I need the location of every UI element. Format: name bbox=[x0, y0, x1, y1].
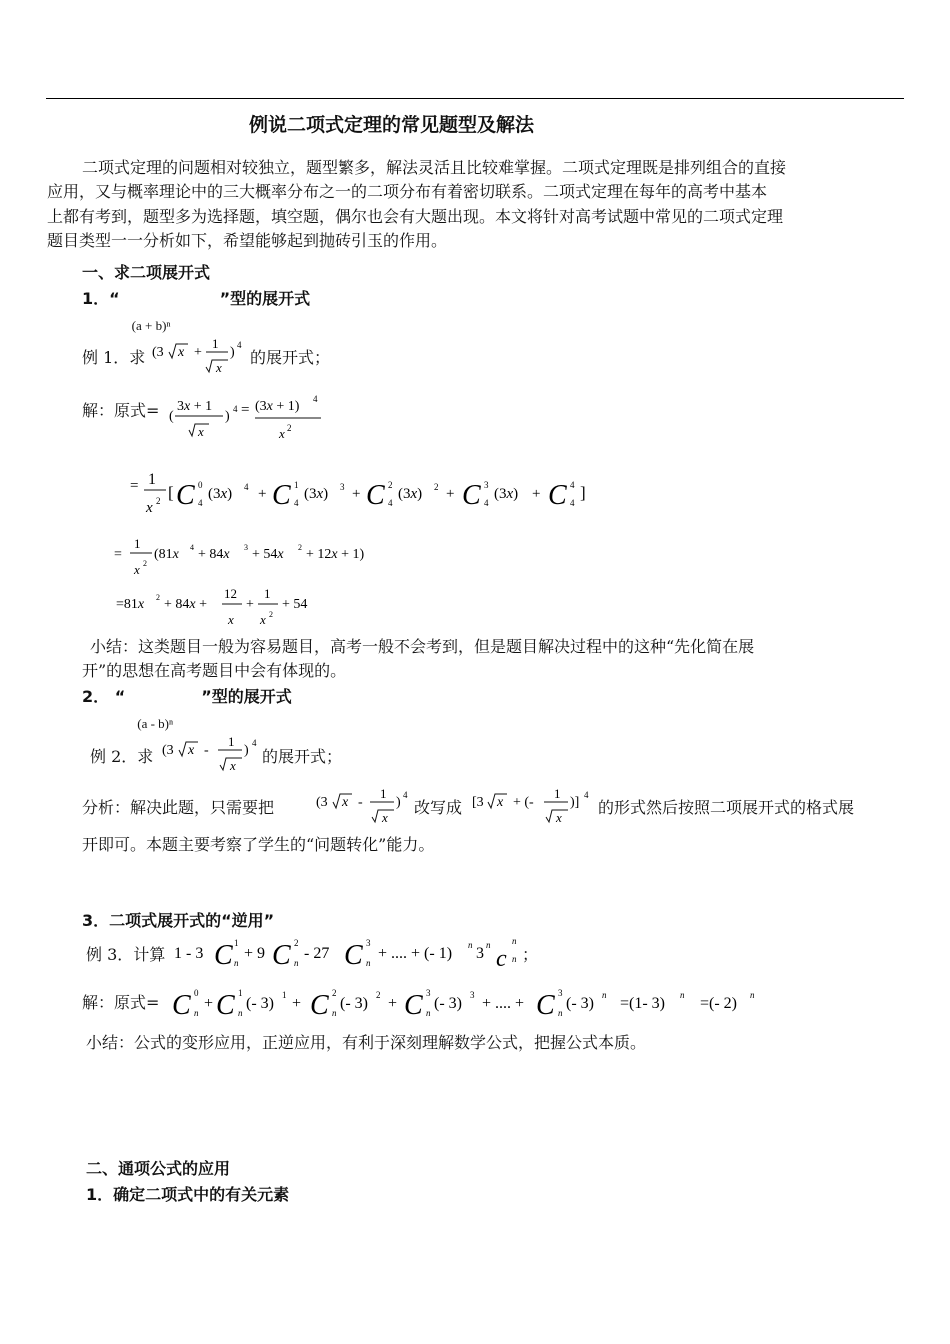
solution1-result bbox=[112, 584, 352, 632]
example3-formula bbox=[172, 930, 532, 976]
svg-text:(3: (3 bbox=[152, 345, 164, 360]
svg-text:+: + bbox=[204, 995, 214, 1012]
svg-text:)]: )] bbox=[570, 795, 580, 810]
svg-text:n: n bbox=[234, 958, 239, 968]
svg-text:): ) bbox=[396, 795, 401, 810]
svg-text:4: 4 bbox=[570, 480, 575, 490]
intro-line: 上都有考到，题型多为选择题，填空题，偶尔也会有大题出现。本文将针对高考试题中常见的二项式定理 bbox=[47, 206, 784, 226]
svg-text:4: 4 bbox=[237, 340, 242, 350]
svg-text:4: 4 bbox=[190, 543, 194, 552]
svg-text:x: x bbox=[556, 810, 562, 825]
svg-text:x: x bbox=[228, 612, 234, 627]
svg-text:n: n bbox=[366, 958, 371, 968]
svg-text:+: + bbox=[352, 486, 361, 502]
svg-text:[3: [3 bbox=[472, 795, 484, 810]
svg-text:1: 1 bbox=[148, 471, 156, 488]
svg-text:1: 1 bbox=[238, 988, 243, 998]
svg-text:=81x: =81x bbox=[116, 597, 145, 612]
svg-text:+: + bbox=[292, 995, 302, 1012]
svg-text:+: + bbox=[446, 486, 455, 502]
svg-text:1: 1 bbox=[134, 536, 141, 551]
svg-text:4: 4 bbox=[198, 498, 203, 508]
section1-heading: 一、求二项展开式 bbox=[82, 263, 211, 282]
sub1-prefix: 1．“ bbox=[82, 289, 120, 308]
svg-text:C: C bbox=[310, 990, 329, 1021]
svg-text:C: C bbox=[344, 940, 363, 971]
svg-text:+ (-: + (- bbox=[513, 795, 534, 810]
svg-text:4: 4 bbox=[252, 738, 257, 748]
svg-text:2: 2 bbox=[269, 610, 273, 619]
svg-text:]: ] bbox=[580, 483, 586, 502]
svg-text:n: n bbox=[332, 1008, 337, 1018]
svg-text:1: 1 bbox=[282, 990, 287, 1000]
summary1-line2: 开”的思想在高考题目中会有体现的。 bbox=[82, 661, 347, 680]
svg-text:12: 12 bbox=[224, 586, 237, 601]
top-rule bbox=[46, 98, 904, 99]
svg-text:=: = bbox=[114, 547, 122, 562]
sub2-formula: (a - b)ⁿ bbox=[137, 716, 174, 731]
svg-text:n: n bbox=[750, 990, 755, 1000]
svg-text:(3x): (3x) bbox=[398, 486, 423, 502]
svg-text:(3x): (3x) bbox=[304, 486, 329, 502]
svg-text:n: n bbox=[238, 1008, 243, 1018]
example3-label: 例 3．计算 bbox=[86, 945, 166, 964]
svg-text:4: 4 bbox=[484, 498, 489, 508]
svg-text:C: C bbox=[272, 940, 291, 971]
solution3-label: 解：原式= bbox=[82, 993, 160, 1012]
svg-text:2: 2 bbox=[287, 423, 292, 433]
svg-text:C: C bbox=[176, 480, 195, 511]
svg-text:C: C bbox=[272, 480, 291, 511]
svg-text:+ 9: + 9 bbox=[244, 945, 266, 962]
example2-label: 例 2．求 bbox=[90, 747, 154, 766]
svg-text:=(1- 3): =(1- 3) bbox=[620, 995, 666, 1012]
svg-text:2: 2 bbox=[434, 482, 439, 492]
intro-line: 应用，又与概率理论中的三大概率分布之一的二项分布有着密切联系。二项式定理在每年的高考中基本 bbox=[47, 182, 768, 202]
solution3-formula bbox=[170, 980, 770, 1026]
example2-formula bbox=[160, 732, 265, 778]
example1-label: 例 1．求 bbox=[82, 348, 146, 367]
svg-text:4: 4 bbox=[403, 790, 408, 800]
svg-text:n: n bbox=[294, 958, 299, 968]
svg-text:1: 1 bbox=[234, 938, 239, 948]
svg-text:(3x + 1): (3x + 1) bbox=[255, 399, 300, 414]
svg-text:1: 1 bbox=[294, 480, 299, 490]
svg-text:4: 4 bbox=[388, 498, 393, 508]
svg-text:+: + bbox=[388, 995, 398, 1012]
svg-text:n: n bbox=[194, 1008, 199, 1018]
svg-text:=: = bbox=[130, 478, 139, 494]
svg-text:-: - bbox=[358, 795, 363, 810]
solution1-label: 解：原式= bbox=[82, 401, 160, 420]
svg-text:+ 54: + 54 bbox=[282, 597, 308, 612]
page-title: 例说二项式定理的常见题型及解法 bbox=[249, 114, 535, 136]
svg-text:=: = bbox=[241, 402, 250, 418]
svg-text:4: 4 bbox=[570, 498, 575, 508]
analysis-formula-b bbox=[470, 784, 600, 830]
svg-text:(- 3): (- 3) bbox=[566, 995, 594, 1012]
svg-text:C: C bbox=[404, 990, 423, 1021]
sub2-prefix: 2． “ bbox=[82, 687, 126, 706]
svg-text:(3x): (3x) bbox=[208, 486, 233, 502]
svg-text:n: n bbox=[558, 1008, 563, 1018]
svg-text:x: x bbox=[146, 500, 153, 516]
svg-text:4: 4 bbox=[313, 394, 318, 404]
sub2-heading bbox=[82, 684, 292, 731]
svg-text:3: 3 bbox=[244, 543, 248, 552]
svg-text:+: + bbox=[532, 486, 541, 502]
svg-text:2: 2 bbox=[388, 480, 393, 490]
svg-text:x: x bbox=[198, 424, 204, 439]
analysis-formula-a bbox=[314, 784, 414, 830]
summary3: 小结：公式的变形应用，正逆应用，有利于深刻理解数学公式，把握公式本质。 bbox=[86, 1033, 647, 1052]
svg-text:+ 84x: + 84x bbox=[198, 547, 230, 562]
solution1-step1 bbox=[165, 390, 335, 446]
analysis-label: 分析：解决此题，只需要把 bbox=[82, 798, 275, 817]
svg-text:C: C bbox=[172, 990, 191, 1021]
svg-text:1: 1 bbox=[228, 734, 235, 749]
sub3-heading: 3．二项式展开式的“逆用” bbox=[82, 911, 275, 930]
svg-text:1: 1 bbox=[554, 786, 561, 801]
svg-text:0: 0 bbox=[194, 988, 199, 998]
svg-text:+ .... + (- 1): + .... + (- 1) bbox=[378, 945, 453, 962]
svg-text:3: 3 bbox=[558, 988, 563, 998]
svg-text:(3: (3 bbox=[162, 743, 174, 758]
svg-text:(- 3): (- 3) bbox=[340, 995, 368, 1012]
section2-sub1-heading: 1．确定二项式中的有关元素 bbox=[86, 1185, 290, 1204]
svg-text:C: C bbox=[548, 480, 567, 511]
analysis-mid: 改写成 bbox=[414, 798, 463, 817]
intro-line: 题目类型一一分析如下，希望能够起到抛砖引玉的作用。 bbox=[47, 230, 448, 250]
solution1-polynomial bbox=[112, 536, 392, 582]
svg-text:-: - bbox=[204, 743, 209, 758]
svg-text:(- 3): (- 3) bbox=[246, 995, 274, 1012]
svg-text:2: 2 bbox=[298, 543, 302, 552]
svg-text:(3: (3 bbox=[316, 795, 328, 810]
svg-text:3: 3 bbox=[426, 988, 431, 998]
svg-text:C: C bbox=[216, 990, 235, 1021]
svg-text:n: n bbox=[512, 936, 517, 946]
svg-text:+ 12x + 1): + 12x + 1) bbox=[306, 547, 365, 562]
svg-text:+ 54x: + 54x bbox=[252, 547, 284, 562]
svg-text:2: 2 bbox=[332, 988, 337, 998]
svg-text:3: 3 bbox=[470, 990, 475, 1000]
svg-text:n: n bbox=[512, 954, 517, 964]
svg-text:x: x bbox=[188, 743, 195, 758]
svg-text:- 27: - 27 bbox=[304, 945, 330, 962]
sub1-formula: (a + b)ⁿ bbox=[131, 318, 171, 333]
svg-text:+: + bbox=[246, 597, 254, 612]
svg-text:3: 3 bbox=[366, 938, 371, 948]
intro-paragraph bbox=[47, 156, 906, 253]
svg-text:1: 1 bbox=[212, 336, 219, 351]
intro-line: 二项式定理的问题相对较独立，题型繁多，解法灵活且比较难掌握。二项式定理既是排列组合的直接 bbox=[82, 158, 787, 177]
svg-text:1: 1 bbox=[264, 586, 271, 601]
svg-text:x: x bbox=[382, 810, 388, 825]
svg-text:x: x bbox=[260, 612, 266, 627]
svg-text:x: x bbox=[497, 795, 504, 810]
svg-text:x: x bbox=[279, 426, 285, 441]
svg-text:C: C bbox=[462, 480, 481, 511]
svg-text:3: 3 bbox=[340, 482, 345, 492]
svg-text:n: n bbox=[680, 990, 685, 1000]
svg-text:x: x bbox=[342, 795, 349, 810]
svg-text:2: 2 bbox=[156, 496, 161, 506]
svg-text:C: C bbox=[366, 480, 385, 511]
svg-text:n: n bbox=[426, 1008, 431, 1018]
svg-text:(81x: (81x bbox=[154, 547, 179, 562]
solution1-expansion bbox=[128, 468, 598, 524]
svg-text:+ 84x +: + 84x + bbox=[164, 597, 208, 612]
svg-text:1: 1 bbox=[380, 786, 387, 801]
svg-text:4: 4 bbox=[233, 404, 238, 414]
svg-text:+ .... +: + .... + bbox=[482, 995, 525, 1012]
svg-text:1 - 3: 1 - 3 bbox=[174, 945, 204, 962]
svg-text:4: 4 bbox=[294, 498, 299, 508]
svg-text:2: 2 bbox=[376, 990, 381, 1000]
svg-text:C: C bbox=[214, 940, 233, 971]
example1-formula bbox=[150, 334, 255, 380]
svg-text:(- 3): (- 3) bbox=[434, 995, 462, 1012]
svg-text:3: 3 bbox=[484, 480, 489, 490]
svg-text:x: x bbox=[178, 345, 185, 360]
svg-text:c: c bbox=[496, 946, 507, 972]
svg-text:2: 2 bbox=[294, 938, 299, 948]
svg-text:=(- 2): =(- 2) bbox=[700, 995, 738, 1012]
svg-text:n: n bbox=[486, 940, 491, 950]
analysis-line2: 开即可。本题主要考察了学生的“问题转化”能力。 bbox=[82, 835, 435, 854]
sub1-heading bbox=[82, 286, 311, 333]
svg-text:): ) bbox=[225, 409, 230, 424]
analysis-tail: 的形式然后按照二项展开式的格式展 bbox=[598, 798, 855, 817]
svg-text:n: n bbox=[602, 990, 607, 1000]
svg-text:x: x bbox=[134, 562, 140, 577]
svg-text:2: 2 bbox=[156, 593, 160, 602]
section2-heading: 二、通项公式的应用 bbox=[86, 1159, 231, 1178]
svg-text:+: + bbox=[194, 345, 202, 360]
svg-text:3x + 1: 3x + 1 bbox=[177, 399, 213, 414]
example2-tail: 的展开式； bbox=[262, 747, 343, 766]
svg-text:(3x): (3x) bbox=[494, 486, 519, 502]
svg-text:C: C bbox=[536, 990, 555, 1021]
sub1-suffix: ”型的展开式 bbox=[219, 289, 311, 308]
example3-tail: ； bbox=[522, 945, 539, 964]
svg-text:3: 3 bbox=[476, 945, 484, 962]
svg-text:(: ( bbox=[169, 409, 174, 424]
svg-text:x: x bbox=[230, 758, 236, 773]
summary1-line1: 小结：这类题目一般为容易题目，高考一般不会考到，但是题目解决过程中的这种“先化简在展 bbox=[90, 637, 755, 656]
svg-text:2: 2 bbox=[143, 559, 147, 568]
svg-text:): ) bbox=[230, 345, 235, 360]
svg-text:x: x bbox=[216, 360, 222, 375]
svg-text:0: 0 bbox=[198, 480, 203, 490]
svg-text:[: [ bbox=[168, 483, 174, 502]
svg-text:4: 4 bbox=[584, 790, 589, 800]
example1-tail: 的展开式； bbox=[250, 348, 331, 367]
sub2-suffix: ”型的展开式 bbox=[201, 687, 292, 706]
svg-text:): ) bbox=[244, 743, 249, 758]
svg-text:n: n bbox=[468, 940, 473, 950]
svg-text:+: + bbox=[258, 486, 267, 502]
svg-text:4: 4 bbox=[244, 482, 249, 492]
